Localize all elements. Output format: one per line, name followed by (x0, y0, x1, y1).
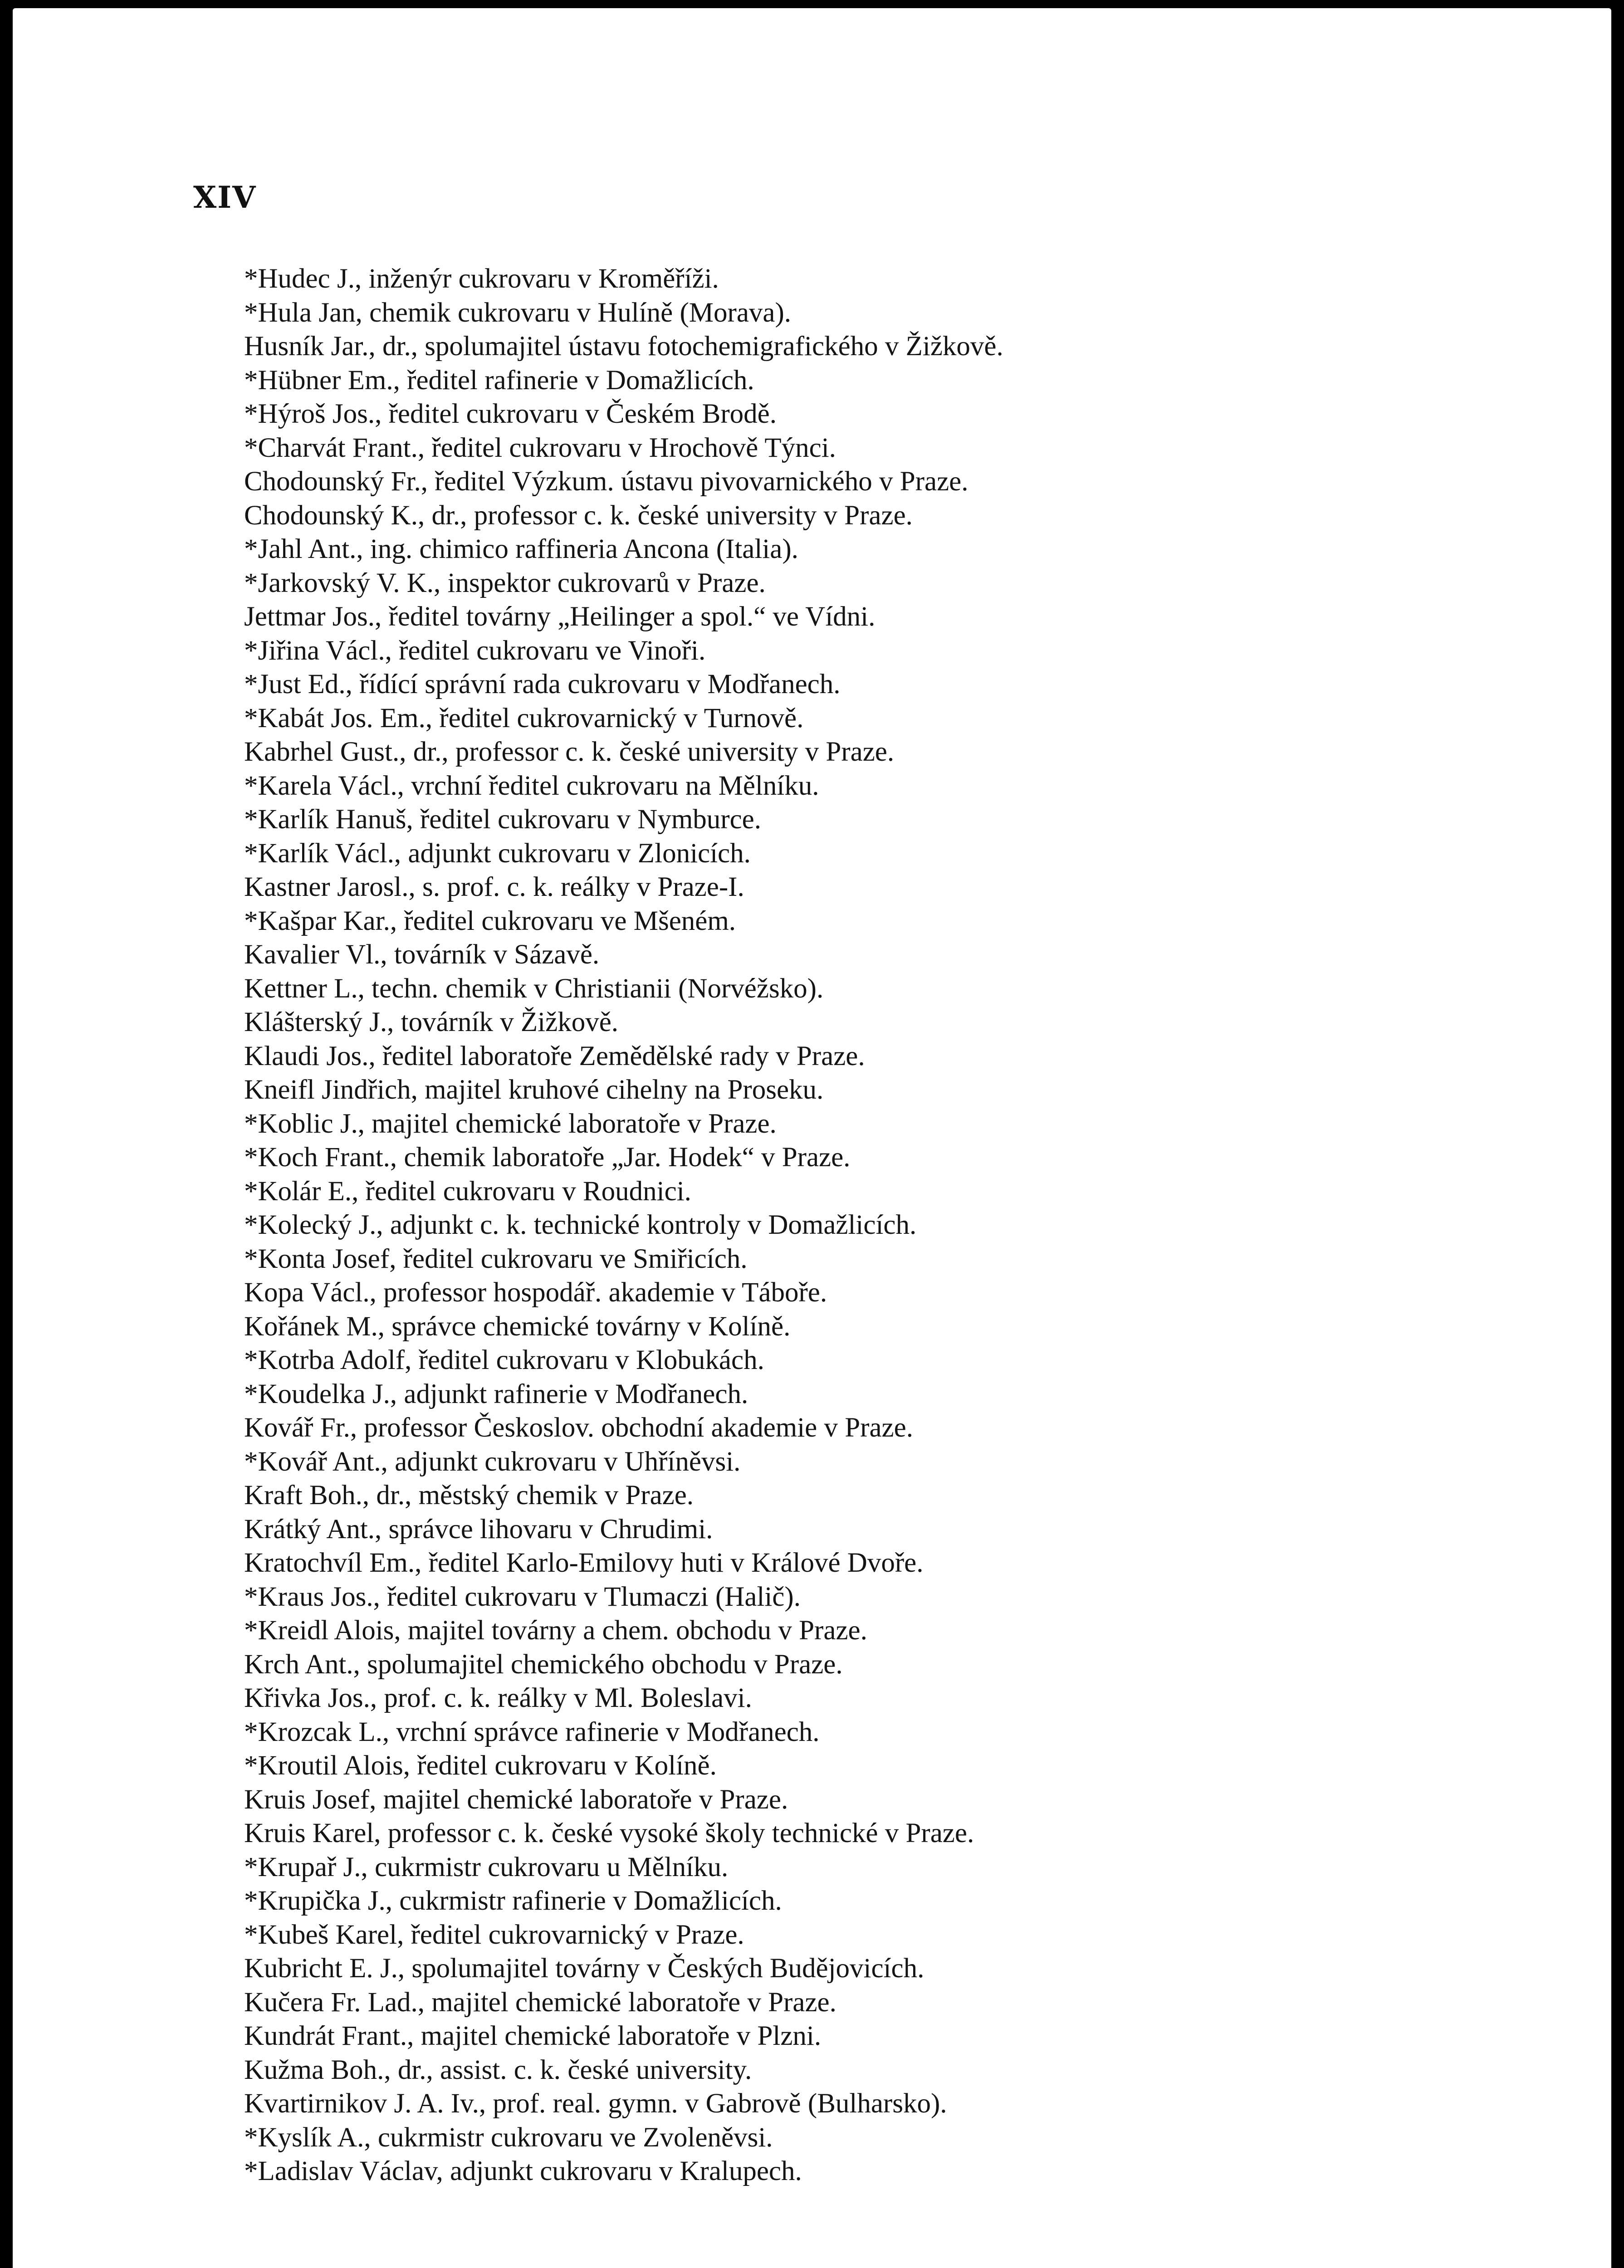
list-item: Klaudi Jos., ředitel laboratoře Zemědělské rady v Praze. (244, 1041, 865, 1071)
list-item: *Hýroš Jos., ředitel cukrovaru v Českém Brodě. (244, 399, 777, 429)
member-list (244, 262, 1514, 2189)
list-item: *Charvát Frant., ředitel cukrovaru v Hrochově Týnci. (244, 432, 836, 463)
list-item: *Jahl Ant., ing. chimico raffineria Ancona (Italia). (244, 534, 798, 564)
list-item: *Kraus Jos., ředitel cukrovaru v Tlumaczi (Halič). (244, 1581, 801, 1612)
list-item: *Kolecký J., adjunkt c. k. technické kontroly v Domažlicích. (244, 1210, 917, 1240)
list-item: Chodounský Fr., ředitel Výzkum. ústavu pivovarnického v Praze. (244, 466, 969, 497)
list-item: *Karlík Václ., adjunkt cukrovaru v Zlonicích. (244, 838, 751, 869)
list-item: *Karlík Hanuš, ředitel cukrovaru v Nymburce. (244, 804, 761, 835)
list-item: *Hübner Em., ředitel rafinerie v Domažlicích. (244, 365, 754, 396)
list-item: *Kolár E., ředitel cukrovaru v Roudnici. (244, 1176, 691, 1207)
list-item: *Koudelka J., adjunkt rafinerie v Modřanech. (244, 1378, 748, 1409)
list-item: *Kašpar Kar., ředitel cukrovaru ve Mšeném. (244, 905, 736, 936)
list-item: *Karela Václ., vrchní ředitel cukrovaru na Mělníku. (244, 770, 819, 801)
list-item: *Krozcak L., vrchní správce rafinerie v Modřanech. (244, 1716, 820, 1747)
list-item: Kettner L., techn. chemik v Christianii (Norvéžsko). (244, 973, 824, 1004)
list-item: *Koblic J., majitel chemické laboratoře v Praze. (244, 1108, 777, 1139)
list-item: *Hudec J., inženýr cukrovaru v Kroměříži. (244, 264, 719, 294)
list-item: *Jarkovský V. K., inspektor cukrovarů v Praze. (244, 567, 766, 598)
list-item: Kovář Fr., professor Českoslov. obchodní akademie v Praze. (244, 1413, 913, 1443)
list-item: Krátký Ant., správce lihovaru v Chrudimi. (244, 1514, 713, 1545)
list-item: Kužma Boh., dr., assist. c. k. české university. (244, 2054, 752, 2085)
list-item: Kneifl Jindřich, majitel kruhové cihelny na Proseku. (244, 1075, 824, 1105)
list-item: *Kovář Ant., adjunkt cukrovaru v Uhříněvsi. (244, 1446, 741, 1477)
list-item: *Hula Jan, chemik cukrovaru v Hulíně (Morava). (244, 297, 792, 328)
list-item: *Krupař J., cukrmistr cukrovaru u Mělníku. (244, 1852, 729, 1882)
list-item: Kavalier Vl., továrník v Sázavě. (244, 939, 600, 970)
list-item: Kubricht E. J., spolumajitel továrny v Českých Budějovicích. (244, 1953, 925, 1984)
list-item: *Kabát Jos. Em., ředitel cukrovarnický v Turnově. (244, 703, 804, 733)
list-item: *Just Ed., řídící správní rada cukrovaru v Modřanech. (244, 669, 841, 699)
list-item: Husník Jar., dr., spolumajitel ústavu fotochemigrafického v Žižkově. (244, 331, 1003, 362)
list-item: Kopa Václ., professor hospodář. akademie v Táboře. (244, 1277, 827, 1308)
list-item: Kvartirnikov J. A. Iv., prof. real. gymn. v Gabrově (Bulharsko). (244, 2088, 947, 2119)
list-item: *Ladislav Václav, adjunkt cukrovaru v Kralupech. (244, 2156, 802, 2186)
list-item: Kořánek M., správce chemické továrny v Kolíně. (244, 1311, 791, 1342)
page-number: XIV (193, 180, 257, 215)
list-item: Kundrát Frant., majitel chemické laboratoře v Plzni. (244, 2021, 822, 2051)
list-item: Kabrhel Gust., dr., professor c. k. české university v Praze. (244, 737, 895, 767)
list-item: Krch Ant., spolumajitel chemického obchodu v Praze. (244, 1649, 843, 1680)
list-item: Kučera Fr. Lad., majitel chemické laboratoře v Praze. (244, 1987, 836, 2018)
list-item: *Jiřina Václ., ředitel cukrovaru ve Vinoři. (244, 635, 706, 666)
list-item: Kastner Jarosl., s. prof. c. k. reálky v Praze-I. (244, 872, 744, 902)
list-item: Kruis Karel, professor c. k. české vysoké školy technické v Praze. (244, 1818, 974, 1848)
list-item: Křivka Jos., prof. c. k. reálky v Ml. Boleslavi. (244, 1683, 752, 1713)
list-item: Jettmar Jos., ředitel továrny „Heilinger a spol.“ ve Vídni. (244, 601, 876, 632)
list-item: Chodounský K., dr., professor c. k. české university v Praze. (244, 500, 913, 531)
list-item: *Kotrba Adolf, ředitel cukrovaru v Klobukách. (244, 1345, 764, 1375)
paper-sheet (13, 8, 1611, 2268)
list-item: Kraft Boh., dr., městský chemik v Praze. (244, 1480, 694, 1510)
list-item: *Krupička J., cukrmistr rafinerie v Domažlicích. (244, 1886, 782, 1916)
list-item: *Kreidl Alois, majitel továrny a chem. obchodu v Praze. (244, 1615, 867, 1646)
list-item: *Kubeš Karel, ředitel cukrovarnický v Praze. (244, 1919, 744, 1950)
list-item: *Kroutil Alois, ředitel cukrovaru v Kolíně. (244, 1750, 717, 1781)
list-item: *Konta Josef, ředitel cukrovaru ve Smiřicích. (244, 1243, 748, 1274)
list-item: Klášterský J., továrník v Žižkově. (244, 1007, 619, 1037)
list-item: *Koch Frant., chemik laboratoře „Jar. Hodek“ v Praze. (244, 1142, 851, 1173)
list-item: Kruis Josef, majitel chemické laboratoře v Praze. (244, 1784, 788, 1815)
list-item: *Kyslík A., cukrmistr cukrovaru ve Zvoleněvsi. (244, 2122, 773, 2153)
list-item: Kratochvíl Em., ředitel Karlo-Emilovy huti v Králové Dvoře. (244, 1548, 924, 1578)
